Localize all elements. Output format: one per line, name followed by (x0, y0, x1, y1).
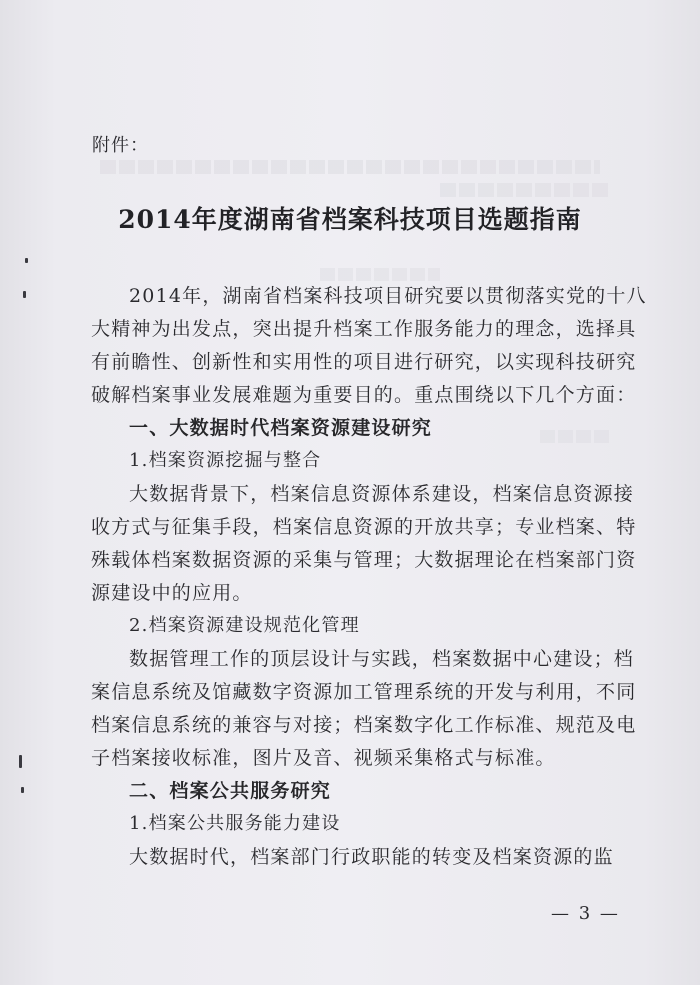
subsection-heading: 2.档案资源建设规范化管理 (129, 615, 360, 636)
binding-mark (21, 787, 24, 793)
body-line: 档案信息系统的兼容与对接；档案数字化工作标准、规范及电 (91, 714, 637, 736)
subsection-heading: 1.档案资源挖掘与整合 (129, 450, 322, 471)
body-line: 子档案接收标准，图片及音、视频采集格式与标准。 (91, 747, 556, 769)
body-line: 案信息系统及馆藏数字资源加工管理系统的开发与利用，不同 (91, 681, 637, 703)
body-line: 收方式与征集手段，档案信息资源的开放共享；专业档案、特 (91, 516, 637, 538)
body-line: 大数据背景下，档案信息资源体系建设，档案信息资源接 (129, 483, 635, 505)
intro-line: 有前瞻性、创新性和实用性的项目进行研究，以实现科技研究 (91, 351, 637, 373)
document-title: 2014年度湖南省档案科技项目选题指南 (118, 205, 582, 234)
binding-mark (25, 258, 28, 263)
body-line: 源建设中的应用。 (91, 582, 253, 604)
intro-line: 大精神为出发点，突出提升档案工作服务能力的理念，选择具 (91, 318, 637, 340)
intro-line: 破解档案事业发展难题为重要目的。重点围绕以下几个方面： (91, 384, 637, 406)
bleed-through-ghost (540, 430, 610, 443)
body-line: 殊载体档案数据资源的采集与管理；大数据理论在档案部门资 (91, 549, 637, 571)
page-number: — 3 — (551, 903, 620, 924)
binding-mark (19, 755, 22, 768)
section-heading: 二、档案公共服务研究 (129, 780, 332, 802)
body-line: 数据管理工作的顶层设计与实践，档案数据中心建设；档 (129, 648, 635, 670)
section-heading: 一、大数据时代档案资源建设研究 (129, 417, 433, 439)
body-line: 大数据时代，档案部门行政职能的转变及档案资源的监 (129, 846, 614, 868)
subsection-heading: 1.档案公共服务能力建设 (129, 813, 341, 834)
intro-line: 2014年，湖南省档案科技项目研究要以贯彻落实党的十八 (129, 285, 647, 307)
bleed-through-ghost (100, 160, 600, 174)
bleed-through-ghost (440, 183, 610, 197)
attachment-label: 附件： (92, 135, 149, 156)
binding-mark (23, 291, 26, 298)
bleed-through-ghost (320, 268, 440, 281)
